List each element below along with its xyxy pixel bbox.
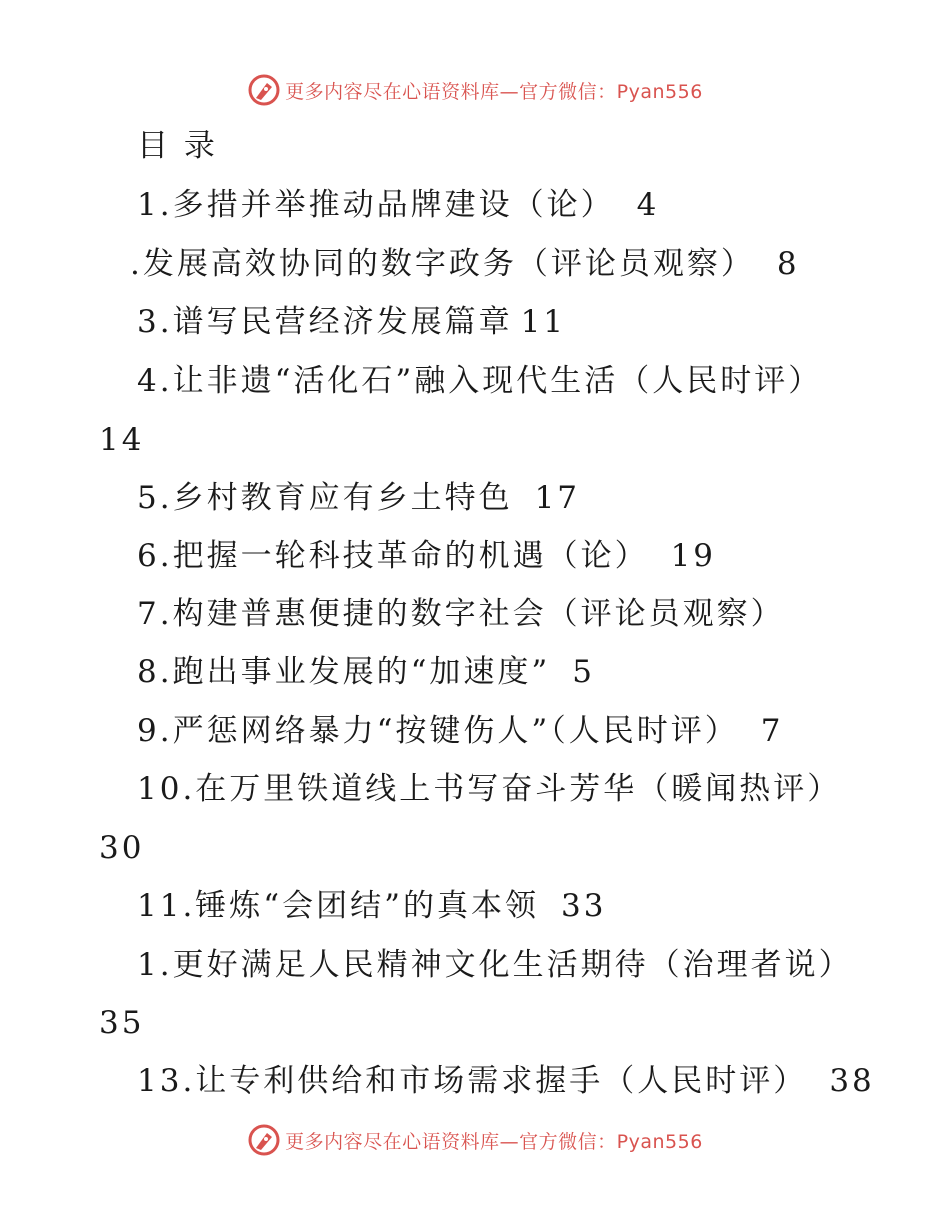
toc-entry[interactable] [137, 652, 595, 692]
toc-entry-page: 19 [670, 538, 717, 574]
toc-entry[interactable] [137, 886, 606, 926]
toc-entry[interactable] [137, 594, 785, 634]
toc-entry[interactable] [137, 711, 784, 751]
toc-entry-page-wrapped: 30 [99, 830, 145, 866]
toc-entry-page: 11 [520, 304, 567, 340]
toc-entry-page: 8 [776, 246, 800, 282]
toc-entry-title: 4.让非遗“活化石”融入现代生活（人民时评） [137, 363, 823, 399]
watermark-footer [0, 1120, 950, 1160]
toc-entry[interactable] [137, 302, 566, 342]
toc-entry-title: 6.把握一轮科技革命的机遇（论） [137, 538, 649, 574]
toc-entry-title: .发展高效协同的数字政务（评论员观察） [130, 246, 755, 282]
watermark-header [0, 70, 950, 110]
toc-entry-title: 7.构建普惠便捷的数字社会（评论员观察） [137, 596, 785, 632]
toc-entry-page: 33 [561, 888, 607, 924]
toc-entry-title: 1.更好满足人民精神文化生活期待（治理者说） [137, 947, 853, 983]
toc-entry[interactable] [137, 1061, 875, 1101]
toc-entry-title: 8.跑出事业发展的“加速度” [137, 654, 551, 690]
toc-entry[interactable] [137, 945, 853, 985]
toc-entry-page: 5 [572, 654, 596, 690]
toc-entry[interactable] [137, 478, 580, 518]
toc-entry-title: 9.严惩网络暴力“按键伤人”（人民时评） [137, 713, 739, 749]
toc-entry[interactable] [137, 361, 822, 401]
toc-heading: 目 录 [137, 128, 218, 164]
pen-nib-logo-icon [247, 1123, 281, 1157]
toc-entry-page: 17 [534, 480, 581, 516]
toc-entry-title: 3.谱写民营经济发展篇章 [137, 304, 513, 340]
toc-entry-title: 1.多措并举推动品牌建设（论） [137, 187, 615, 223]
toc-entry-page: 4 [636, 187, 660, 223]
toc-entry-title: 11.锤炼“会团结”的真本领 [137, 888, 539, 924]
watermark-text: 更多内容尽在心语资料库—官方微信：Pyan556 [285, 80, 703, 103]
toc-entry-title: 13.让专利供给和市场需求握手（人民时评） [137, 1063, 808, 1099]
toc-entry[interactable] [137, 769, 841, 809]
toc-entry-title: 5.乡村教育应有乡土特色 [137, 480, 513, 516]
pen-nib-logo-icon [247, 73, 281, 107]
toc-entry[interactable] [137, 536, 716, 576]
toc-entry-title: 10.在万里铁道线上书写奋斗芳华（暖闻热评） [137, 771, 842, 807]
toc-entry[interactable] [137, 185, 659, 225]
watermark-text: 更多内容尽在心语资料库—官方微信：Pyan556 [285, 1130, 703, 1153]
toc-entry-page-wrapped: 35 [99, 1005, 145, 1041]
toc-entry[interactable] [130, 244, 800, 284]
toc-entry-page-wrapped: 14 [99, 422, 145, 458]
toc-entry-page: 38 [829, 1063, 875, 1099]
toc-entry-page: 7 [760, 713, 784, 749]
